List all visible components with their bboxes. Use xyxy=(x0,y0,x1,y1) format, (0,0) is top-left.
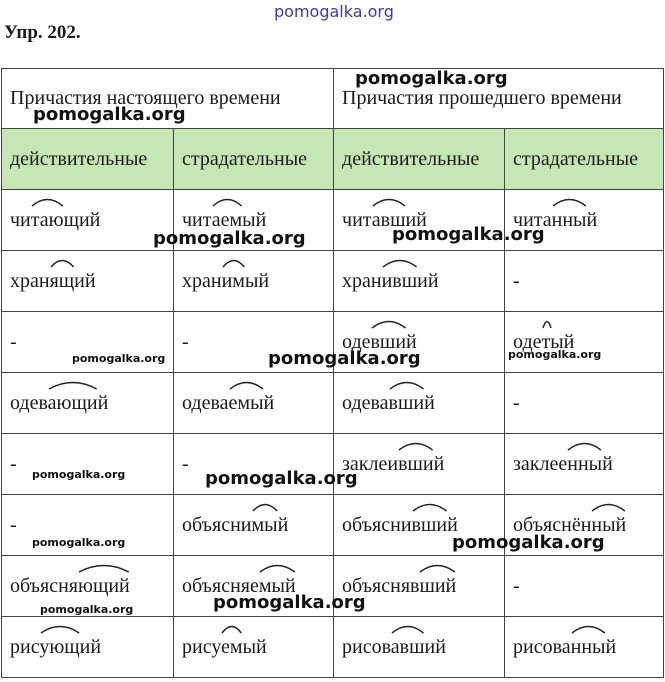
suffix-arc-icon xyxy=(212,197,243,207)
watermark: pomogalka.org xyxy=(32,468,126,481)
suffix-arc-icon xyxy=(222,258,245,268)
suffix-arc-icon xyxy=(567,441,602,451)
word-cell: рисовавший xyxy=(342,636,446,659)
word-cell: заклеивший xyxy=(342,453,444,476)
word-cell: хранящий xyxy=(10,270,96,293)
word-cell: - xyxy=(513,391,520,414)
suffix-arc-icon xyxy=(591,502,626,512)
suffix-arc-icon xyxy=(398,441,434,451)
watermark: pomogalka.org xyxy=(205,468,358,489)
word-cell: читающий xyxy=(10,209,100,232)
suffix-arc-icon xyxy=(259,563,296,573)
word-cell: заклеенный xyxy=(513,453,613,476)
suffix-arc-icon xyxy=(48,380,98,390)
word-cell: хранимый xyxy=(182,270,269,293)
word-cell: объясняемый xyxy=(182,575,296,598)
suffix-arc-icon xyxy=(382,258,418,268)
table-row xyxy=(2,251,664,312)
word-cell: - xyxy=(182,452,189,475)
suffix-arc-icon xyxy=(571,624,606,634)
suffix-arc-icon xyxy=(229,380,264,390)
word-cell: рисуемый xyxy=(182,636,267,659)
watermark: pomogalka.org xyxy=(392,224,545,245)
word-cell: читаемый xyxy=(182,209,266,232)
word-cell: одеваемый xyxy=(182,392,274,415)
watermark: pomogalka.org xyxy=(72,352,166,365)
watermark: pomogalka.org xyxy=(508,348,602,361)
exercise-title: Упр. 202. xyxy=(4,22,81,43)
watermark: pomogalka.org xyxy=(40,603,134,616)
word-cell: одевавший xyxy=(342,392,435,415)
word-cell: - xyxy=(10,452,17,475)
table-row xyxy=(2,373,664,434)
word-cell: - xyxy=(513,574,520,597)
suffix-arc-icon xyxy=(552,197,587,207)
word-cell: одевающий xyxy=(10,392,108,415)
suffix-arc-icon xyxy=(78,563,130,573)
word-cell: рисующий xyxy=(10,636,101,659)
word-cell: объяснимый xyxy=(182,514,288,537)
watermark: pomogalka.org xyxy=(153,228,306,249)
suffix-arc-icon xyxy=(419,563,456,573)
subheader-present-active: действительные xyxy=(2,129,174,190)
table-row xyxy=(2,190,664,251)
word-cell: читанный xyxy=(513,209,597,232)
watermark: pomogalka.org xyxy=(268,348,421,369)
table-row xyxy=(2,617,664,678)
suffix-arc-icon xyxy=(40,624,80,634)
header-present: Причастия настоящего времени xyxy=(2,69,334,129)
word-cell: хранивший xyxy=(342,270,439,293)
word-cell: - xyxy=(10,330,17,353)
watermark: pomogalka.org xyxy=(33,104,186,125)
word-cell: читавший xyxy=(342,209,427,232)
suffix-arc-icon xyxy=(31,197,64,207)
word-cell: - xyxy=(10,513,17,536)
watermark: pomogalka.org xyxy=(355,68,508,89)
word-cell: объясняющий xyxy=(10,575,130,598)
suffix-arc-icon xyxy=(50,258,75,268)
word-cell: объяснявший xyxy=(342,575,456,598)
word-cell: - xyxy=(513,269,520,292)
word-cell: объяснивший xyxy=(342,514,458,537)
suffix-arc-icon xyxy=(412,502,448,512)
watermark: pomogalka.org xyxy=(213,592,366,613)
suffix-arc-icon xyxy=(221,624,242,634)
suffix-arc-icon xyxy=(252,502,278,512)
word-cell: - xyxy=(182,330,189,353)
watermark-top: pomogalka.org xyxy=(274,2,394,21)
suffix-arc-icon xyxy=(542,319,552,329)
watermark: pomogalka.org xyxy=(452,532,605,553)
subheader-present-passive: страдательные xyxy=(174,129,334,190)
word-cell: одетый xyxy=(513,331,574,354)
suffix-arc-icon xyxy=(372,197,406,207)
suffix-arc-icon xyxy=(391,624,424,634)
header-past: Причастия прошедшего времени xyxy=(334,69,664,129)
word-cell: объяснённый xyxy=(513,514,626,537)
watermark: pomogalka.org xyxy=(32,536,126,549)
word-cell: одевший xyxy=(342,331,417,354)
subheader-past-passive: страдательные xyxy=(505,129,664,190)
word-cell: рисованный xyxy=(513,636,616,659)
suffix-arc-icon xyxy=(389,380,425,390)
subheader-past-active: действительные xyxy=(334,129,505,190)
suffix-arc-icon xyxy=(371,319,407,329)
participles-table xyxy=(1,68,664,678)
